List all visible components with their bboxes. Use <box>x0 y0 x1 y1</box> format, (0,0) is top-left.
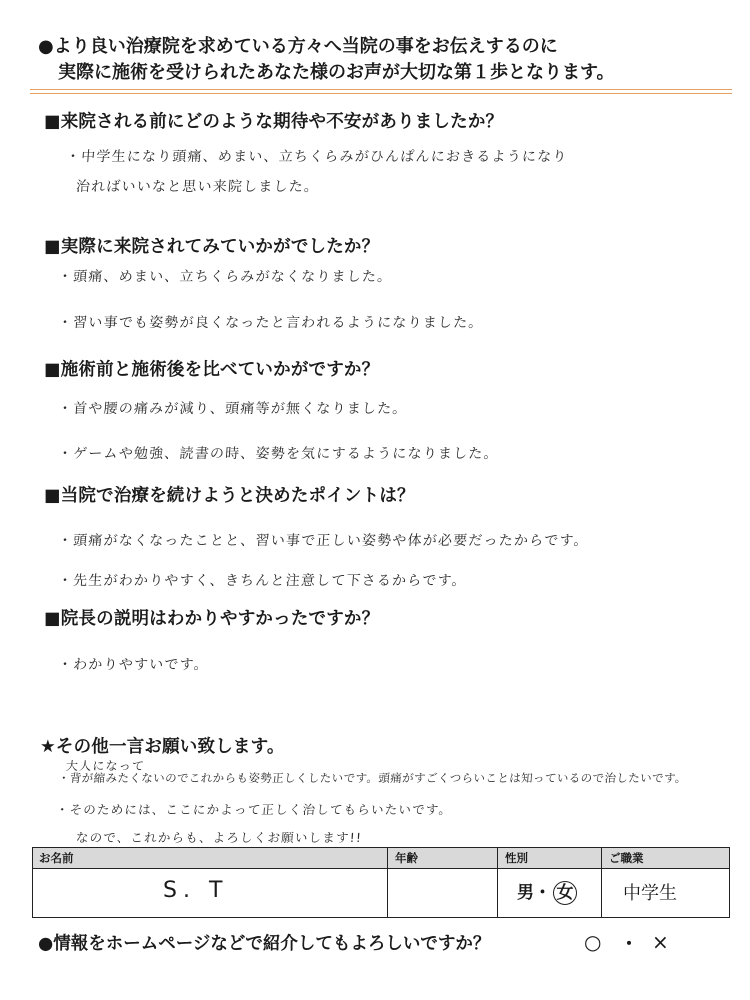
question-comments: ★その他一言お願い致します。 <box>40 737 285 757</box>
answer-line: ・先生がわかりやすく、きちんと注意して下さるからです。 <box>57 573 468 589</box>
header-gender: 性別 <box>505 851 528 865</box>
divider-top <box>30 89 732 90</box>
consent-question: ●情報をホームページなどで紹介してもよろしいですか？ <box>38 934 491 954</box>
question-experience: ■実際に来院されてみていかがでしたか？ <box>44 237 380 257</box>
answer-line: ・首や腰の痛みが減り、頭痛等が無くなりました。 <box>57 401 409 417</box>
consent-yes[interactable]: ○ <box>584 930 602 954</box>
table-divider <box>387 848 388 917</box>
answer-line: ・中学生になり頭痛、めまい、立ちくらみがひんぱんにおきるようになり <box>65 149 569 165</box>
gender-female-circled: 女 <box>553 881 577 905</box>
answer-line: ・頭痛、めまい、立ちくらみがなくなりました。 <box>57 269 393 285</box>
header-occupation: ご職業 <box>609 851 644 865</box>
intro-block <box>38 34 738 86</box>
answer-line: ・頭痛がなくなったことと、習い事で正しい姿勢や体が必要だったからです。 <box>57 533 590 549</box>
answer-line: ・わかりやすいです。 <box>57 657 210 673</box>
question-reasons: ■当院で治療を続けようと決めたポイントは？ <box>44 486 415 506</box>
gender-male: 男 <box>517 883 534 903</box>
table-divider <box>497 848 498 917</box>
occupation-value: 中学生 <box>623 883 677 904</box>
header-age: 年齢 <box>395 851 418 865</box>
answer-line: ・習い事でも姿勢が良くなったと言われるようになりました。 <box>57 315 485 331</box>
intro-line-2: 実際に施術を受けられたあなた様のお声が大切な第１歩となります。 <box>58 62 615 83</box>
gender-separator: ・ <box>534 883 551 903</box>
gender-options <box>517 878 577 905</box>
question-explanation: ■院長の説明はわかりやすかったですか？ <box>44 609 380 629</box>
consent-no[interactable]: × <box>652 930 669 954</box>
divider-top-2 <box>30 93 732 94</box>
answer-line: ・背が縮みたくないのでこれからも姿勢正しくしたいです。頭痛がすごくつらいことは知っているので治したいです。 <box>57 771 688 785</box>
answer-line: 治ればいいなと思い来院しました。 <box>75 179 320 195</box>
answer-line: なので、これからも、よろしくお願いします!! <box>75 830 363 845</box>
answer-line: 大人になって <box>65 759 146 773</box>
answer-line: ・そのためには、ここにかよって正しく治してもらいたいです。 <box>55 802 453 817</box>
name-value: S. T <box>163 878 229 903</box>
answer-line: ・ゲームや勉強、読書の時、姿勢を気にするようになりました。 <box>57 446 500 462</box>
consent-separator: ・ <box>620 934 638 955</box>
question-before-after: ■施術前と施術後を比べていかがですか？ <box>44 360 380 380</box>
respondent-table <box>32 847 730 918</box>
question-expectations: ■来院される前にどのような期待や不安がありましたか？ <box>44 112 504 132</box>
intro-line-1: ●より良い治療院を求めている方々へ当院の事をお伝えするのに <box>38 36 558 57</box>
header-name: お名前 <box>39 851 74 865</box>
table-divider <box>601 848 602 917</box>
